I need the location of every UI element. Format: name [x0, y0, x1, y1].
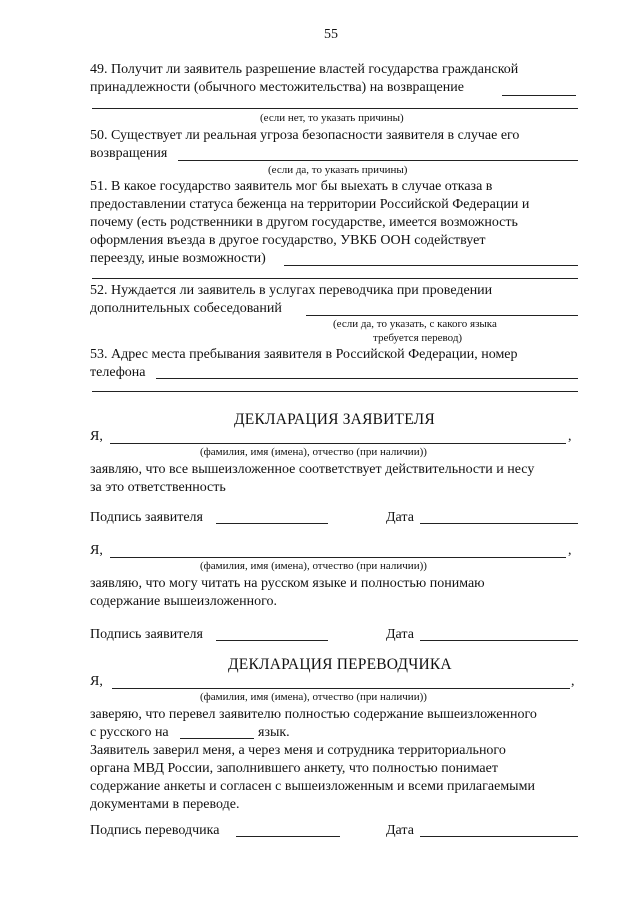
translator-signature-label: Подпись переводчика — [90, 823, 220, 838]
q49-answer-line-1[interactable] — [502, 95, 576, 96]
q49-line1: 49. Получит ли заявитель разрешение властей государства гражданской — [90, 62, 519, 77]
translator-text-2b: язык. — [258, 725, 290, 740]
applicant-decl-text-2: за это ответственность — [90, 480, 226, 495]
q49-answer-line-2[interactable] — [92, 108, 578, 109]
applicant-read-text-1: заявляю, что могу читать на русском языке и полностью понимаю — [90, 576, 485, 591]
q52-answer-line[interactable] — [306, 315, 578, 316]
q49-line2: принадлежности (обычного местожительства) на возвращение — [90, 80, 464, 95]
applicant-name-field-1[interactable] — [110, 443, 566, 444]
applicant-declaration-title: ДЕКЛАРАЦИЯ ЗАЯВИТЕЛЯ — [234, 411, 435, 428]
q53-answer-line-1[interactable] — [156, 378, 578, 379]
translator-text-1: заверяю, что перевел заявителю полностью содержание вышеизложенного — [90, 707, 537, 722]
q51-line3: почему (есть родственники в другом государстве, имеется возможность — [90, 215, 518, 230]
applicant-decl-text-1: заявляю, что все вышеизложенное соответствует действительности и несу — [90, 462, 535, 477]
page-number: 55 — [324, 27, 338, 42]
translator-comma: , — [571, 674, 575, 689]
translator-signature-field[interactable] — [236, 836, 340, 837]
q51-line5: переезду, иные возможности) — [90, 251, 266, 266]
translator-name-hint: (фамилия, имя (имена), отчество (при наличии)) — [200, 691, 427, 703]
q53-line1: 53. Адрес места пребывания заявителя в Российской Федерации, номер — [90, 347, 518, 362]
translator-text-2a: с русского на — [90, 725, 169, 740]
applicant-ya-2: Я, — [90, 543, 103, 558]
q50-line2: возвращения — [90, 146, 168, 161]
q53-answer-line-2[interactable] — [92, 391, 578, 392]
translator-ya: Я, — [90, 674, 103, 689]
q51-line2: предоставлении статуса беженца на территории Российской Федерации и — [90, 197, 530, 212]
q51-line4: оформления въезда в другое государство, УВКБ ООН содействует — [90, 233, 486, 248]
translator-declaration-title: ДЕКЛАРАЦИЯ ПЕРЕВОДЧИКА — [228, 656, 452, 673]
applicant-signature-field-2[interactable] — [216, 640, 328, 641]
translator-name-field[interactable] — [112, 688, 570, 689]
translator-text-5: содержание анкеты и согласен с вышеизложенным и всеми прилагаемыми — [90, 779, 535, 794]
q50-line1: 50. Существует ли реальная угроза безопасности заявителя в случае его — [90, 128, 520, 143]
applicant-date-field-1[interactable] — [420, 523, 578, 524]
q52-line2: дополнительных собеседований — [90, 301, 282, 316]
applicant-comma-1: , — [568, 429, 572, 444]
translator-text-6: документами в переводе. — [90, 797, 240, 812]
translator-date-field[interactable] — [420, 836, 578, 837]
q50-hint: (если да, то указать причины) — [268, 164, 408, 176]
q52-hint-2: требуется перевод) — [373, 332, 463, 344]
applicant-comma-2: , — [568, 543, 572, 558]
applicant-signature-field-1[interactable] — [216, 523, 328, 524]
q52-line1: 52. Нуждается ли заявитель в услугах переводчика при проведении — [90, 283, 493, 298]
translator-text-3: Заявитель заверил меня, а через меня и сотрудника территориального — [90, 743, 506, 758]
translator-language-field[interactable] — [180, 738, 254, 739]
applicant-name-hint-1: (фамилия, имя (имена), отчество (при наличии)) — [200, 446, 427, 458]
applicant-signature-label-2: Подпись заявителя — [90, 627, 203, 642]
applicant-name-field-2[interactable] — [110, 557, 566, 558]
applicant-date-field-2[interactable] — [420, 640, 578, 641]
q49-hint: (если нет, то указать причины) — [260, 112, 404, 124]
applicant-date-label-1: Дата — [386, 510, 414, 525]
applicant-ya-1: Я, — [90, 429, 103, 444]
q53-line2: телефона — [90, 365, 146, 380]
q50-answer-line[interactable] — [178, 160, 578, 161]
q51-answer-line-1[interactable] — [284, 265, 578, 266]
applicant-signature-label-1: Подпись заявителя — [90, 510, 203, 525]
q51-answer-line-2[interactable] — [92, 278, 578, 279]
translator-date-label: Дата — [386, 823, 414, 838]
q52-hint-1: (если да, то указать, с какого языка — [333, 318, 497, 330]
applicant-read-text-2: содержание вышеизложенного. — [90, 594, 277, 609]
applicant-name-hint-2: (фамилия, имя (имена), отчество (при наличии)) — [200, 560, 427, 572]
applicant-date-label-2: Дата — [386, 627, 414, 642]
translator-text-4: органа МВД России, заполнившего анкету, что полностью понимает — [90, 761, 498, 776]
q51-line1: 51. В какое государство заявитель мог бы выехать в случае отказа в — [90, 179, 493, 194]
